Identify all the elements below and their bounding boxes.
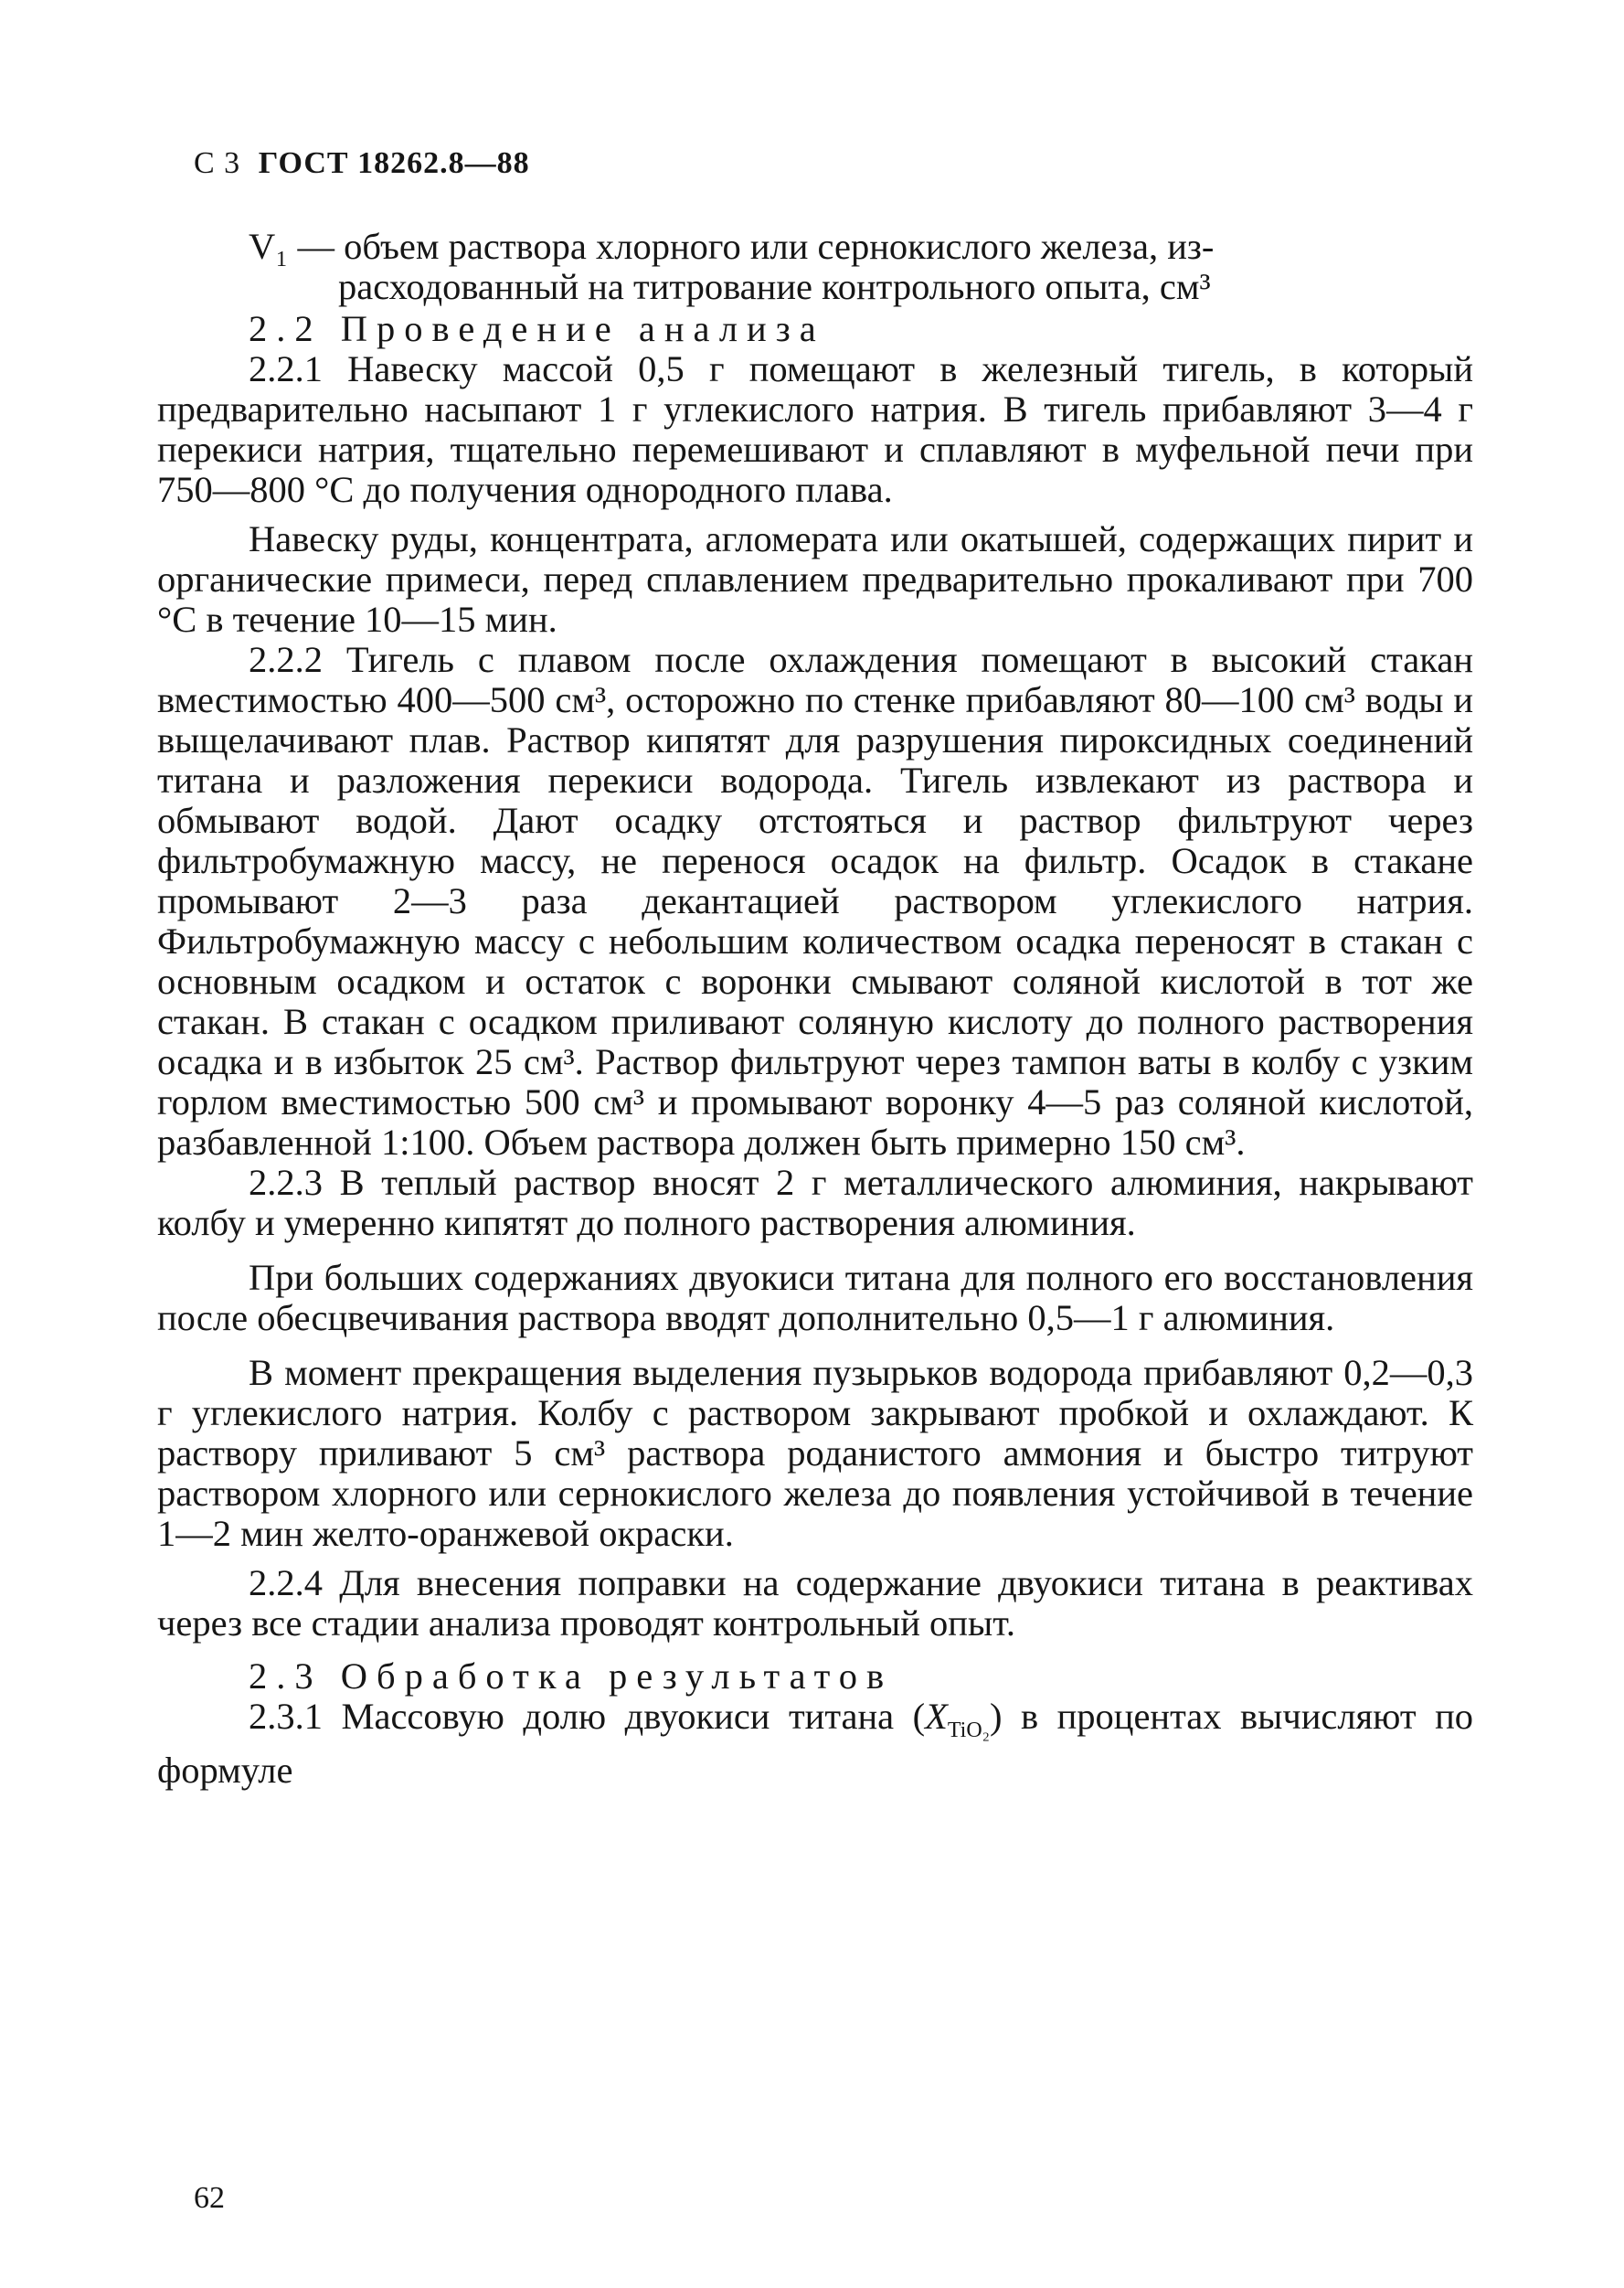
paragraph-2-2-2: 2.2.2 Тигель с плавом после охлаждения помещают в высокий стакан вместимостью 400—500 см³, осторожно по стенке прибавляют 80—100 см³ воды и выщелачивают плав. Раствор кипятят для разрушения пироксидных соединений титана и разложения перекиси водорода. Тигель извлекают из раствора и обмывают водой. Дают осадку отстояться и раствор фильтруют через фильтробумажную массу, не перенося осадок на фильтр. Осадок в стакане промывают 2—3 раза декантацией раствором углекислого натрия. Фильтробумажную массу с небольшим количеством осадка переносят в стакан с основным осадком и остаток с воронки смывают соляной кислотой в тот же стакан. В стакан с осадком приливают соляную кислоту до полного растворения осадка и в избыток 25 см³. Раствор фильтруют через тампон ваты в колбу с узким горлом вместимостью 500 см³ и промывают воронку 4—5 раз соляной кислотой, разбавленной 1:100. Объем раствора должен быть примерно 150 см³. xyxy=(157,639,1473,1163)
paragraph-titration: В момент прекращения выделения пузырьков водорода прибавляют 0,2—0,3 г углекислого натрия. Колбу с раствором закрывают пробкой и охлаждают. К раствору приливают 5 см³ раствора роданистого аммония и быстро титруют раствором хлорного или сернокислого железа до появления устойчивой в течение 1—2 мин желто-оранжевой окраски. xyxy=(157,1352,1473,1554)
paragraph-2-3-1 xyxy=(157,1697,1473,1791)
paragraph-aluminium-note: При больших содержаниях двуокиси титана для полного его восстановления после обесцвечивания раствора вводят дополнительно 0,5—1 г алюминия. xyxy=(157,1257,1473,1338)
variable-definition-line-2: расходованный на титрование контрольного опыта, см³ xyxy=(338,266,1211,307)
document-body xyxy=(157,226,1473,1792)
paragraph-2-2-3: 2.2.3 В теплый раствор вносят 2 г металлического алюминия, накрывают колбу и умеренно кипятят до полного растворения алюминия. xyxy=(157,1162,1473,1243)
formula-subscript: TiO₂ xyxy=(947,1719,991,1743)
paragraph-2-2-4: 2.2.4 Для внесения поправки на содержание двуокиси титана в реактивах через все стадии анализа проводят контрольный опыт. xyxy=(157,1562,1473,1644)
formula-variable: X xyxy=(925,1696,948,1737)
paragraph-2-2-1: 2.2.1 Навеску массой 0,5 г помещают в железный тигель, в который предварительно насыпают 1 г углекислого натрия. В тигель прибавляют 3—4 г перекиси натрия, тщательно перемешивают и сплавляют в муфельной печи при 750—800 °С до получения однородного плава. xyxy=(157,348,1473,510)
section-heading-analysis: 2.2 Проведение анализа xyxy=(249,308,825,349)
page-number: 62 xyxy=(194,2181,225,2215)
formula-outro-text: ) в процентах вычисляют по формуле xyxy=(157,1696,1473,1792)
paragraph-preheating-note: Навеску руды, концентрата, агломерата или окатышей, содержащих пирит и органические примеси, перед сплавлением предварительно прокаливают при 700 °С в течение 10—15 мин. xyxy=(157,518,1473,640)
page-header xyxy=(194,146,530,181)
page-header-prefix: С 3 xyxy=(194,146,241,180)
variable-definition-line-1: V₁ — объем раствора хлорного или сернокислого железа, из- xyxy=(249,226,1215,267)
page-header-title: ГОСТ 18262.8—88 xyxy=(258,146,530,180)
formula-intro-text: 2.3.1 Массовую долю двуокиси титана ( xyxy=(249,1696,926,1737)
section-heading-results: 2.3 Обработка результатов xyxy=(249,1655,894,1697)
